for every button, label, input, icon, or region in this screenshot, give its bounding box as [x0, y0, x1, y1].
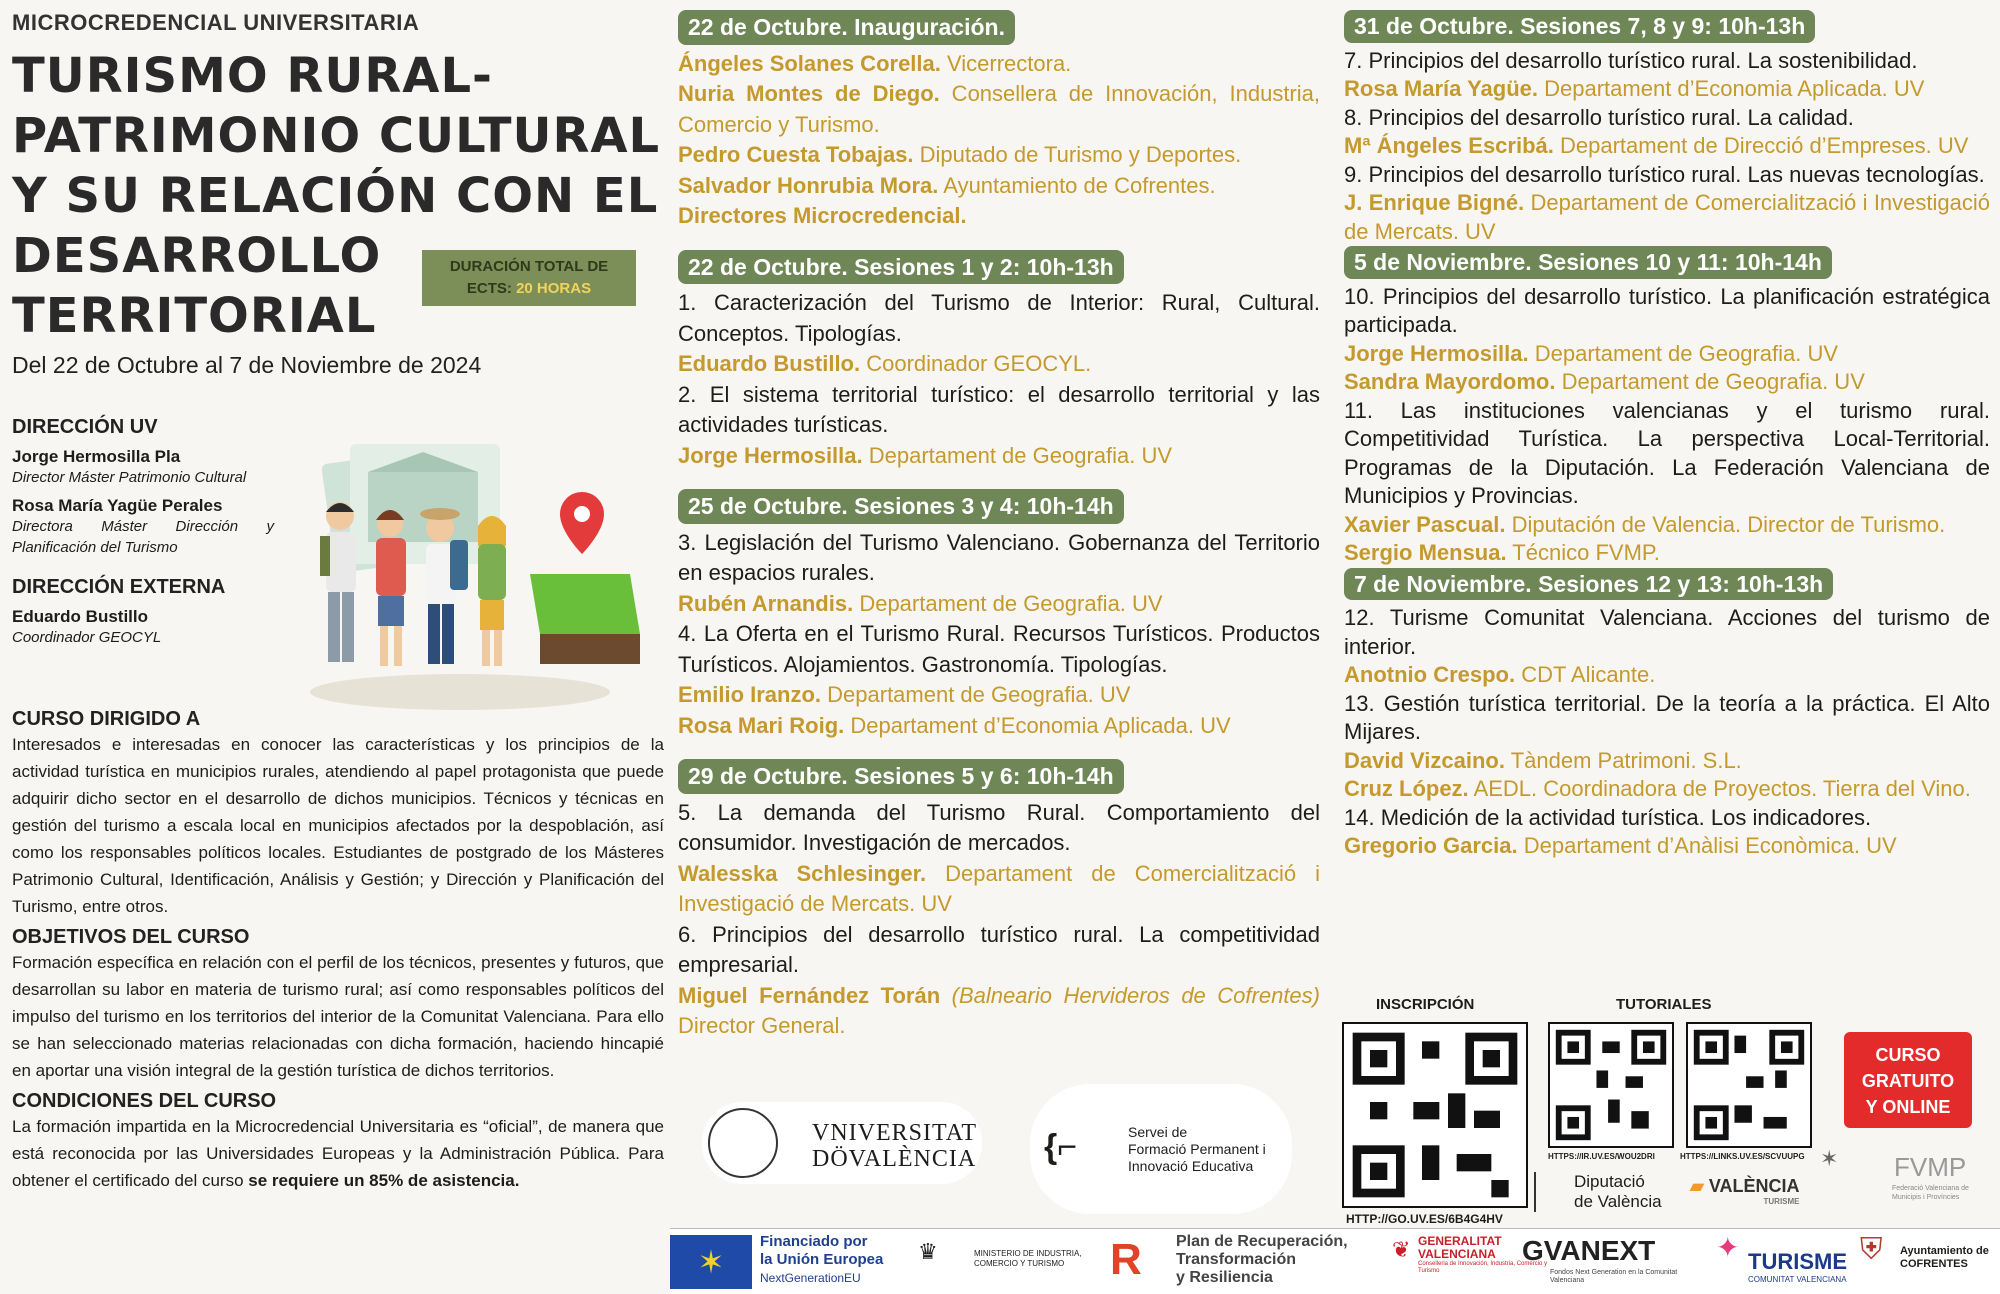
tutorial-qr-code[interactable] — [1548, 1022, 1674, 1148]
directors-section — [12, 398, 274, 648]
inscripcion-url[interactable]: HTTP://GO.UV.ES/6B4G4HV — [1346, 1212, 1503, 1226]
eu-line: Financiado por — [760, 1233, 868, 1250]
speaker-name: Directores Microcredencial. — [678, 203, 967, 228]
session-heading: 22 de Octubre. Inauguración. — [678, 10, 1015, 45]
speaker-name: Gregorio Garcia. — [1344, 833, 1518, 858]
sfpie-line: Servei de — [1128, 1124, 1188, 1140]
badge-line: CURSO — [1875, 1045, 1941, 1065]
speaker-role: Director General. — [678, 1013, 846, 1038]
session-heading: 31 de Octubre. Sesiones 7, 8 y 9: 10h-13h — [1344, 10, 1815, 43]
plan-text — [1176, 1233, 1348, 1287]
speaker-name: Xavier Pascual. — [1344, 511, 1506, 537]
tutorial-qr-code[interactable] — [1686, 1022, 1812, 1148]
speaker — [1344, 368, 1990, 397]
tutoriales-label: TUTORIALES — [1616, 996, 1712, 1013]
speaker-role: Tàndem Patrimoni. S.L. — [1504, 747, 1742, 773]
left-column — [12, 10, 668, 379]
session-topic: 11. Las instituciones valencianas y el turismo rural. Competitividad Turística. La perspectiva Local-Territorial. Programas de la Diputación. La Federación Valenciana de Municipios y Provincias. — [1344, 397, 1990, 508]
session-heading: 22 de Octubre. Sesiones 1 y 2: 10h-13h — [678, 250, 1124, 285]
title-line: TERRITORIAL — [12, 288, 377, 344]
speaker-name: Ángeles Solanes Corella. — [678, 50, 941, 76]
direccion-externa-heading: DIRECCIÓN EXTERNA — [12, 576, 226, 598]
tutorial-url[interactable]: HTTPS://IR.UV.ES/WOU2DRI — [1548, 1152, 1655, 1161]
eu-text — [760, 1233, 883, 1287]
uv-logo-text: DÖVALÈNCIA — [812, 1146, 977, 1172]
director-role: Director Máster Patrimonio Cultural — [12, 469, 247, 486]
inscripcion-label: INSCRIPCIÓN — [1376, 996, 1475, 1013]
gva-line: VALENCIANA — [1418, 1247, 1496, 1261]
plan-line: Plan de Recuperación, — [1176, 1233, 1348, 1250]
speaker — [678, 981, 1320, 1042]
session-topic: 2. El sistema territorial turístico: el desarrollo territorial y las actividades turísticas. — [678, 381, 1320, 437]
plan-line: Transformación — [1176, 1251, 1297, 1268]
direccion-uv-heading: DIRECCIÓN UV — [12, 416, 158, 438]
title-line: PATRIMONIO CULTURAL — [12, 108, 661, 164]
speaker-role: Diputación de Valencia. Director de Turismo. — [1505, 511, 1946, 537]
course-info — [12, 708, 664, 1194]
speaker — [1344, 661, 1990, 690]
speaker — [678, 859, 1320, 920]
speaker-name: Jorge Hermosilla. — [1344, 340, 1529, 366]
curso-dirigido-text: Interesados e interesadas en conocer las características y los principios de la actividad turística en municipios rurales, atendiendo al papel protagonista que puede adquirir dicho sector en el desarrollo de dichos municipios. Técnicos y técnicas en gestión del turismo a escala local en municipios afectados por la despoblación, así como los responsables políticos locales. Estudiantes de postgrado de los Másteres Patrimonio Cultural, Identificación, Análisis y Gestión; y Dirección y Planificación del Turismo, entre otros. — [12, 735, 664, 916]
sfpie-text — [1128, 1124, 1266, 1175]
speaker-role: CDT Alicante. — [1515, 662, 1656, 687]
eu-flag-icon — [670, 1235, 752, 1289]
speaker-role: Departament de Comercialització i Investigació de Mercats. UV — [678, 860, 1320, 916]
curso-dirigido-heading: CURSO DIRIGIDO A — [12, 708, 201, 730]
session-topic: 13. Gestión turística territorial. De la teoría a la práctica. El Alto Mijares. — [1344, 690, 1990, 744]
speaker-name: Pedro Cuesta Tobajas. — [678, 142, 914, 167]
gva-line: Conselleria de Innovación, Industria, Comercio y Turismo — [1418, 1261, 1548, 1274]
speaker-role: Departament de Geografia. UV — [862, 442, 1173, 468]
speaker-role: Técnico FVMP. — [1506, 540, 1660, 565]
funding-bar — [670, 1228, 2000, 1294]
speaker-name: Rosa Mari Roig. — [678, 712, 845, 738]
gva-coat-icon: ❦ — [1392, 1237, 1411, 1262]
gvanext-logo: GVANEXT — [1522, 1235, 1656, 1266]
diputacio-line: de València — [1574, 1192, 1662, 1211]
director-name: Jorge Hermosilla Pla — [12, 447, 181, 466]
duration-badge — [422, 250, 636, 306]
speaker-role: Ayuntamiento de Cofrentes. — [938, 172, 1216, 198]
speaker-role: Departament d’Anàlisi Econòmica. UV — [1517, 833, 1897, 858]
condiciones-text — [12, 1113, 664, 1194]
title-line: TURISMO RURAL- — [12, 48, 493, 104]
speaker-name: Cruz López. — [1344, 776, 1469, 801]
speaker — [678, 589, 1320, 620]
sfpie-line: Innovació Educativa — [1128, 1158, 1254, 1174]
diputacio-logo — [1534, 1172, 1662, 1212]
speaker-role: Departament d’Economia Aplicada. UV — [1538, 76, 1925, 101]
speaker-role: Departament de Geografia. UV — [1555, 369, 1865, 394]
session-block — [678, 489, 1320, 741]
course-dates: Del 22 de Octubre al 7 de Noviembre de 2024 — [12, 352, 482, 378]
duration-hours: 20 HORAS — [516, 280, 592, 297]
session-block — [678, 250, 1320, 472]
speaker-name: Jorge Hermosilla. — [678, 442, 863, 468]
middle-column — [678, 10, 1320, 1060]
gva-line: GENERALITAT — [1418, 1234, 1502, 1248]
speaker — [1344, 132, 1990, 161]
cofrentes-coat-icon: ⛨ — [1860, 1233, 1883, 1266]
speaker-role: Departament de Direcció d’Empreses. UV — [1553, 133, 1969, 158]
cofrentes-line: Ayuntamiento de — [1900, 1245, 1989, 1257]
turisme-mark-icon: ✦ — [1716, 1232, 1740, 1263]
gvanext-sub: Fondos Next Generation en la Comunitat Valenciana — [1550, 1269, 1678, 1284]
speaker — [678, 349, 1320, 380]
tutorial-url[interactable]: HTTPS://LINKS.UV.ES/SCVUUPG — [1680, 1152, 1805, 1161]
speaker-name: Eduardo Bustillo. — [678, 351, 861, 376]
turisme-sub: COMUNITAT VALENCIANA — [1748, 1275, 1847, 1284]
speaker-name: J. Enrique Bigné. — [1344, 190, 1525, 215]
speaker-name: Salvador Honrubia Mora. — [678, 172, 939, 198]
cofrentes-text — [1900, 1245, 1989, 1271]
speaker — [678, 79, 1320, 140]
speaker-name: Rubén Arnandis. — [678, 590, 854, 616]
valencia-logo-text: VALÈNCIA — [1708, 1176, 1800, 1196]
speaker-role: Departament de Geografia. UV — [853, 590, 1163, 616]
right-column — [1344, 10, 1990, 861]
speaker — [1344, 511, 1990, 540]
session-topic: 9. Principios del desarrollo turístico rural. Las nuevas tecnologías. — [1344, 161, 1985, 187]
session-topic: 1. Caracterización del Turismo de Interior: Rural, Cultural. Conceptos. Tipologías. — [678, 290, 1320, 346]
cofrentes-line: COFRENTES — [1900, 1258, 1968, 1270]
badge-line: GRATUITO — [1861, 1071, 1955, 1091]
spain-coat-icon: ♛ — [918, 1239, 938, 1264]
speaker-name: Nuria Montes de Diego. — [678, 81, 940, 106]
session-block — [678, 759, 1320, 1042]
duration-prefix: ECTS: — [466, 280, 517, 297]
speaker — [1344, 775, 1990, 804]
speaker-name: David Vizcaino. — [1344, 747, 1505, 773]
speaker-affiliation: (Balneario Hervideros de Cofrentes) — [940, 982, 1320, 1008]
speaker — [1344, 539, 1990, 568]
sfpie-icon: {⌐ — [1044, 1128, 1078, 1166]
title-line: Y SU RELACIÓN CON EL — [12, 168, 659, 224]
plan-r-icon: R — [1110, 1235, 1142, 1284]
speaker — [1344, 340, 1990, 369]
speaker-name: Miguel Fernández Torán — [678, 982, 941, 1008]
director-name: Eduardo Bustillo — [12, 607, 148, 626]
objetivos-heading: OBJETIVOS DEL CURSO — [12, 926, 250, 948]
session-topic: 8. Principios del desarrollo turístico rural. La calidad. — [1344, 104, 1854, 130]
speaker-name: Emilio Iranzo. — [678, 682, 822, 707]
session-heading: 5 de Noviembre. Sesiones 10 y 11: 10h-14h — [1344, 246, 1832, 279]
director-name: Rosa María Yagüe Perales — [12, 496, 223, 515]
uv-logo-text: VNIVERSITAT — [812, 1120, 978, 1146]
inscripcion-qr-code[interactable] — [1342, 1022, 1528, 1208]
speaker-role: Departament de Geografia. UV — [821, 682, 1131, 707]
title-line: DESARROLLO — [12, 228, 382, 284]
objetivos-text: Formación específica en relación con el perfil de los técnicos, presentes y futuros, que desarrollan su labor en materia de turismo rural; así como responsables políticos del impulso del turismo en los territorios del interior de la Comunitat Valenciana. Para ello se han seleccionado materias relacionadas con dicha formación, haciendo hincapié en aportar una visión integral de la gestión turística de dichos territorios. — [12, 953, 664, 1080]
valencia-logo-sub: TURISME — [1763, 1197, 1800, 1206]
eu-stars-icon: ✶ — [697, 1244, 725, 1280]
speaker-role: AEDL. Coordinadora de Proyectos. Tierra del Vino. — [1468, 776, 1971, 801]
speaker-role: Coordinador GEOCYL. — [860, 351, 1092, 376]
valencia-turisme-logo — [1690, 1176, 1800, 1206]
condiciones-body: La formación impartida en la Microcredencial Universitaria es “oficial”, de manera que está reconocida por las Universidades Europeas y la Administración Pública. Para obtener el certificado del curso — [12, 1117, 664, 1190]
speaker — [1344, 189, 1990, 246]
eu-line: NextGenerationEU — [760, 1271, 861, 1285]
speaker-name: Sergio Mensua. — [1344, 540, 1507, 565]
session-heading: 25 de Octubre. Sesiones 3 y 4: 10h-14h — [678, 489, 1124, 524]
speaker — [678, 680, 1320, 711]
fvmp-sub: Federació Valenciana de Municipis i Províncies — [1892, 1185, 1969, 1201]
speaker-role: Departament de Comercialització i Investigació de Mercats. UV — [1344, 190, 1990, 244]
duration-line: DURACIÓN TOTAL DE — [449, 258, 609, 275]
condiciones-requirement: se requiere un 85% de asistencia. — [248, 1171, 520, 1190]
speaker — [1344, 832, 1990, 861]
speaker — [678, 441, 1320, 472]
uv-seal-icon — [708, 1108, 778, 1178]
session-topic: 14. Medición de la actividad turística. Los indicadores. — [1344, 804, 1872, 830]
ministerio-text: MINISTERIO DE INDUSTRIA, COMERCIO Y TURISMO — [974, 1249, 1082, 1268]
director-role: Coordinador GEOCYL — [12, 629, 162, 646]
session-topic: 4. La Oferta en el Turismo Rural. Recursos Turísticos. Productos Turísticos. Alojamientos. Gastronomía. Tipologías. — [678, 621, 1320, 677]
speaker-role: Departament d’Economia Aplicada. UV — [844, 712, 1231, 738]
speaker — [1344, 747, 1990, 776]
speaker-role: Departament de Geografia. UV — [1528, 340, 1839, 366]
duration-line — [422, 278, 636, 300]
session-topic: 10. Principios del desarrollo turístico. La planificación estratégica participada. — [1344, 283, 1990, 337]
speaker-name: Walesska Schlesinger. — [678, 860, 927, 886]
speaker — [678, 171, 1320, 202]
director-role: Directora Máster Dirección y Planificación del Turismo — [12, 518, 274, 556]
valencia-mark-icon: ▰ — [1690, 1176, 1709, 1196]
session-heading: 7 de Noviembre. Sesiones 12 y 13: 10h-13h — [1344, 568, 1833, 601]
fvmp-logo: FVMP — [1894, 1152, 1967, 1182]
travelers-illustration — [290, 424, 650, 714]
speaker — [678, 49, 1320, 80]
speaker-role: Vicerrectora. — [940, 50, 1072, 76]
plan-line: y Resiliencia — [1176, 1269, 1273, 1286]
speaker-name: Anotnio Crespo. — [1344, 662, 1516, 687]
condiciones-heading: CONDICIONES DEL CURSO — [12, 1090, 277, 1112]
session-topic: 12. Turisme Comunitat Valenciana. Acciones del turismo de interior. — [1344, 605, 1990, 659]
speaker-name: Mª Ángeles Escribá. — [1344, 133, 1554, 158]
speaker — [678, 711, 1320, 742]
session-topic: 5. La demanda del Turismo Rural. Comportamiento del consumidor. Investigación de mercados. — [678, 799, 1320, 855]
speaker-role: Consellera de Innovación, Industria, Comercio y Turismo. — [678, 81, 1320, 137]
session-topic: 6. Principios del desarrollo turístico rural. La competitividad empresarial. — [678, 921, 1320, 977]
microcredential-label: MICROCREDENCIAL UNIVERSITARIA — [12, 10, 420, 35]
session-heading: 29 de Octubre. Sesiones 5 y 6: 10h-14h — [678, 759, 1124, 794]
uv-logo — [702, 1102, 982, 1184]
speaker-role: Diputado de Turismo y Deportes. — [913, 142, 1242, 167]
sfpie-logo — [1030, 1084, 1292, 1214]
speaker — [678, 140, 1320, 171]
speaker-name: Sandra Mayordomo. — [1344, 369, 1556, 394]
turisme-logo: TURISME — [1748, 1249, 1847, 1274]
speaker — [1344, 75, 1990, 104]
speaker — [678, 201, 1320, 232]
free-online-badge — [1844, 1032, 1972, 1128]
speaker-name: Rosa María Yagüe. — [1344, 76, 1539, 101]
session-topic: 7. Principios del desarrollo turístico rural. La sostenibilidad. — [1344, 47, 1918, 73]
eu-line: la Unión Europea — [760, 1251, 884, 1268]
stars-icon: ✶ — [1820, 1146, 1839, 1171]
session-block — [678, 10, 1320, 232]
diputacio-line: Diputació — [1574, 1172, 1645, 1191]
sfpie-line: Formació Permanent i — [1128, 1141, 1266, 1157]
session-topic: 3. Legislación del Turismo Valenciano. Gobernanza del Territorio en espacios rurales. — [678, 529, 1320, 585]
badge-line: Y ONLINE — [1865, 1097, 1951, 1117]
